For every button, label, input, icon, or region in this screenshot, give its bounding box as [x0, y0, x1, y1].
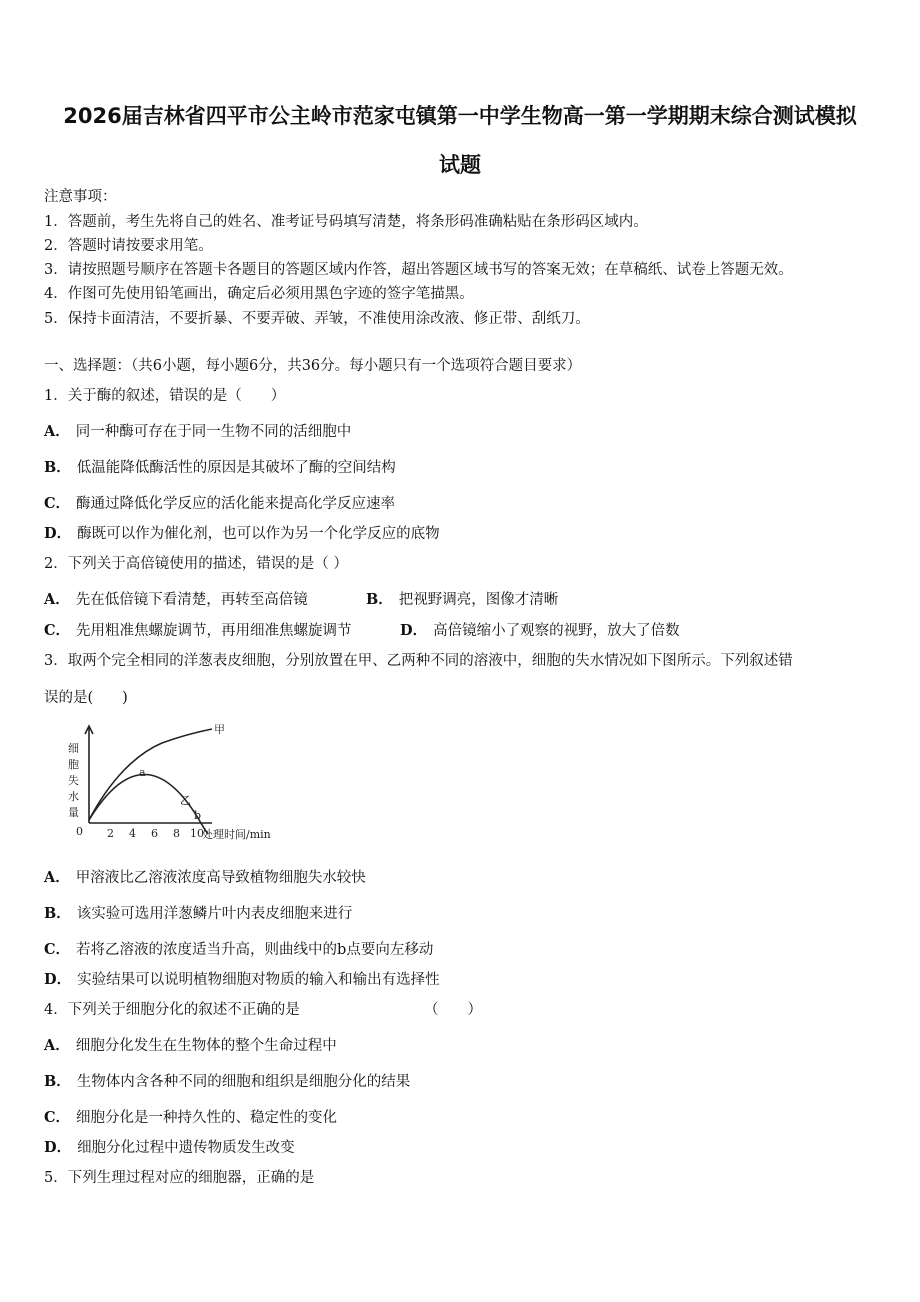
q1-option-d[interactable] — [44, 524, 440, 544]
option-text: 同一种酶可存在于同一生物不同的活细胞中 — [75, 424, 352, 440]
notice-item: 1．答题前，考生先将自己的姓名、准考证号码填写清楚，将条形码准确粘贴在条形码区域内。 — [44, 214, 648, 230]
option-label: C． — [44, 941, 71, 958]
q2-option-b[interactable] — [366, 590, 558, 610]
x-tick-label: 4 — [129, 827, 136, 840]
ylabel-char: 细 — [68, 742, 79, 755]
option-label: B． — [44, 459, 71, 476]
option-text: 实验结果可以说明植物细胞对物质的输入和输出有选择性 — [77, 972, 440, 988]
option-label: A． — [44, 1037, 70, 1054]
option-label: C． — [44, 1109, 71, 1126]
option-text: 高倍镜缩小了观察的视野，放大了倍数 — [433, 623, 680, 639]
q4-option-b[interactable] — [44, 1072, 410, 1092]
ylabel-char: 水 — [68, 790, 79, 803]
q1-option-c[interactable] — [44, 494, 395, 514]
q2-option-c[interactable] — [44, 621, 352, 641]
option-text: 低温能降低酶活性的原因是其破坏了酶的空间结构 — [76, 460, 396, 476]
notice-item: 4．作图可先使用铅笔画出，确定后必须用黑色字迹的签字笔描黑。 — [44, 286, 474, 302]
q3-option-c[interactable] — [44, 940, 433, 960]
option-label: D． — [44, 525, 72, 542]
question-2-stem: 2．下列关于高倍镜使用的描述，错误的是（ ） — [44, 556, 348, 572]
option-text: 把视野调亮，图像才清晰 — [398, 592, 559, 608]
page-title-line2: 试题 — [439, 153, 481, 177]
option-label: D． — [44, 1139, 72, 1156]
option-text: 甲溶液比乙溶液浓度高导致植物细胞失水较快 — [75, 870, 366, 886]
curve-yi-label: 乙 — [180, 794, 191, 807]
option-label: B． — [44, 905, 71, 922]
x-tick-label: 2 — [107, 827, 114, 840]
notice-item: 2．答题时请按要求用笔。 — [44, 238, 213, 254]
question-3-stem-line2: 误的是( ) — [44, 690, 128, 706]
q2-option-a[interactable] — [44, 590, 308, 610]
option-text: 生物体内含各种不同的细胞和组织是细胞分化的结果 — [76, 1074, 411, 1090]
option-label: C． — [44, 495, 71, 512]
question-3-stem-line1: 3．取两个完全相同的洋葱表皮细胞，分别放置在甲、乙两种不同的溶液中，细胞的失水情况如下图所示。下列叙述错 — [44, 653, 793, 669]
curve-jia-label: 甲 — [214, 723, 225, 736]
option-text: 先在低倍镜下看清楚，再转至高倍镜 — [75, 592, 308, 608]
q3-option-d[interactable] — [44, 970, 440, 990]
origin-label: 0 — [76, 825, 83, 838]
page-title-line1: 2026届吉林省四平市公主岭市范家屯镇第一中学生物高一第一学期期末综合测试模拟 — [63, 104, 857, 128]
x-axis-label: 处理时间/min — [202, 828, 271, 841]
option-text: 先用粗准焦螺旋调节，再用细准焦螺旋调节 — [76, 623, 352, 639]
option-label: A． — [44, 423, 70, 440]
q4-option-d[interactable] — [44, 1138, 295, 1158]
option-text: 细胞分化发生在生物体的整个生命过程中 — [75, 1038, 337, 1054]
option-label: D． — [44, 971, 72, 988]
notice-heading: 注意事项： — [44, 189, 117, 205]
question-4-paren: （ ） — [424, 1002, 482, 1018]
option-label: B． — [366, 591, 393, 608]
x-tick-label: 8 — [173, 827, 180, 840]
notice-item: 3．请按照题号顺序在答题卡各题目的答题区域内作答，超出答题区域书写的答案无效；在草稿纸、试卷上答题无效。 — [44, 262, 793, 278]
q4-option-a[interactable] — [44, 1036, 337, 1056]
question-4-stem: 4．下列关于细胞分化的叙述不正确的是 — [44, 1002, 300, 1018]
water-loss-figure — [62, 716, 322, 852]
option-label: B． — [44, 1073, 71, 1090]
option-label: C． — [44, 622, 71, 639]
q3-option-b[interactable] — [44, 904, 352, 924]
q4-option-c[interactable] — [44, 1108, 337, 1128]
option-label: A． — [44, 591, 70, 608]
q1-option-a[interactable] — [44, 422, 351, 442]
option-text: 细胞分化过程中遗传物质发生改变 — [77, 1140, 295, 1156]
option-text: 酶通过降低化学反应的活化能来提高化学反应速率 — [76, 496, 396, 512]
option-label: A． — [44, 869, 70, 886]
option-text: 细胞分化是一种持久性的、稳定性的变化 — [76, 1110, 338, 1126]
question-1-stem: 1．关于酶的叙述，错误的是（ ） — [44, 388, 286, 404]
ylabel-char: 胞 — [68, 758, 79, 771]
q2-option-d[interactable] — [400, 621, 680, 641]
point-a-label: a — [139, 766, 146, 779]
q1-option-b[interactable] — [44, 458, 396, 478]
x-tick-label: 6 — [151, 827, 158, 840]
point-b-label: b — [194, 809, 202, 822]
section-heading: 一、选择题：（共6小题，每小题6分，共36分。每小题只有一个选项符合题目要求） — [44, 358, 582, 374]
x-tick-label: 10 — [190, 827, 204, 840]
ylabel-char: 量 — [68, 806, 79, 819]
option-text: 若将乙溶液的浓度适当升高，则曲线中的b点要向左移动 — [76, 942, 434, 958]
option-text: 酶既可以作为催化剂，也可以作为另一个化学反应的底物 — [77, 526, 440, 542]
q3-option-a[interactable] — [44, 868, 366, 888]
ylabel-char: 失 — [68, 774, 79, 787]
option-label: D． — [400, 622, 428, 639]
figure-strokes — [85, 726, 212, 834]
option-text: 该实验可选用洋葱鳞片叶内表皮细胞来进行 — [76, 906, 353, 922]
question-5-stem: 5．下列生理过程对应的细胞器，正确的是 — [44, 1170, 315, 1186]
notice-item: 5．保持卡面清洁，不要折暴、不要弄破、弄皱，不准使用涂改液、修正带、刮纸刀。 — [44, 311, 590, 327]
